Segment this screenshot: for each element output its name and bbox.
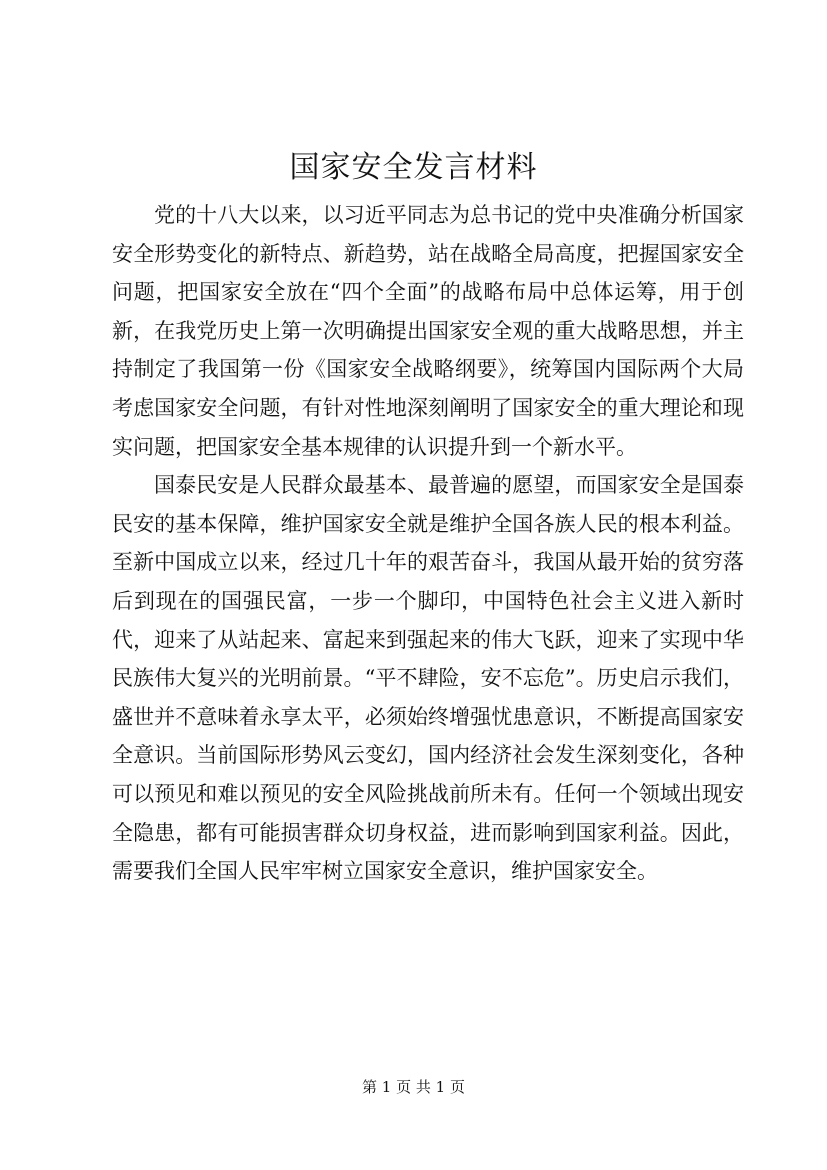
paragraph-1: 党的十八大以来，以习近平同志为总书记的党中央准确分析国家安全形势变化的新特点、新趋势，站在战略全局高度，把握国家安全问题，把国家安全放在“四个全面”的战略布局中总体运筹，用于创新，在我党历史上第一次明确提出国家安全观的重大战略思想，并主持制定了我国第一份《国家安全战略纲要》，统筹国内国际两个大局考虑国家安全问题，有针对性地深刻阐明了国家安全的重大理论和现实问题，把国家安全基本规律的认识提升到一个新水平。 (112, 203, 744, 459)
document-body (112, 196, 744, 891)
page-number-footer: 第 1 页 共 1 页 (362, 1078, 465, 1096)
document-title: 国家安全发言材料 (289, 150, 538, 185)
paragraph-2: 国泰民安是人民群众最基本、最普遍的愿望，而国家安全是国泰民安的基本保障，维护国家安全就是维护全国各族人民的根本利益。至新中国成立以来，经过几十年的艰苦奋斗，我国从最开始的贫穷落后到现在的国强民富，一步一个脚印，中国特色社会主义进入新时代，迎来了从站起来、富起来到强起来的伟大飞跃，迎来了实现中华民族伟大复兴的光明前景。“平不肆险，安不忘危”。历史启示我们，盛世并不意味着永享太平，必须始终增强忧患意识，不断提高国家安全意识。当前国际形势风云变幻，国内经济社会发生深刻变化，各种可以预见和难以预见的安全风险挑战前所未有。任何一个领域出现安全隐患，都有可能损害群众切身权益，进而影响到国家利益。因此，需要我们全国人民牢牢树立国家安全意识，维护国家安全。 (112, 473, 744, 884)
